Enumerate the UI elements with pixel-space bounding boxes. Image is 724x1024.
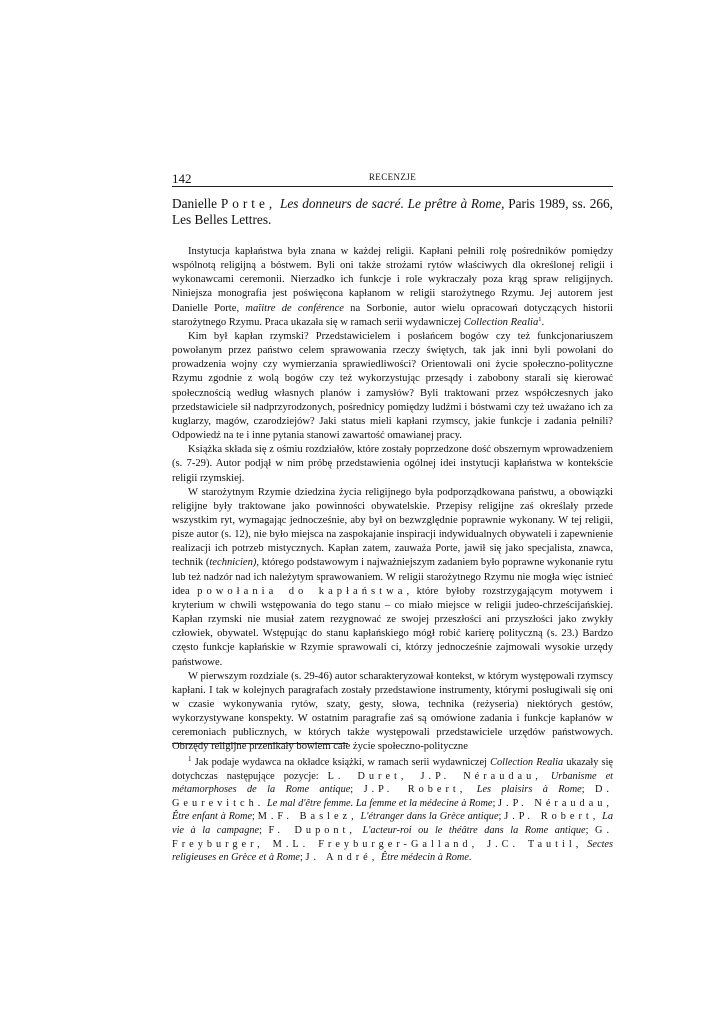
footnote-work: Sectes religieuses en Grèce et à Rome bbox=[172, 838, 614, 864]
footnote-separator: ; bbox=[492, 797, 498, 809]
paragraph-text: Instytucja kapłaństwa była znana w każdej religii. Kapłani pełnili rolę pośredników pomiędzy wspólnotą religijną a bóstwem. Byli oni także strożami rytów właściwych dla określonej religii i wykonawcami ceremonii. Nierzadko ich funkcje i role wykraczały poza krąg spraw religijnych. Niniejsza monografia jest poświęcona kapłanom w religii starożytnego Rzymu. Jej autorem jest Danielle Porte, bbox=[172, 246, 613, 314]
footnote-series: Collection Realia bbox=[490, 757, 564, 768]
footnote-separator: ; bbox=[581, 784, 595, 796]
footnote-separator: . bbox=[468, 852, 472, 864]
footnote-author: F. Dupont, bbox=[268, 824, 356, 836]
footnote-reference: 1 bbox=[538, 315, 542, 323]
footnote-work: L'étranger dans la Grèce antique bbox=[360, 811, 499, 823]
footnote-author: J. André, bbox=[305, 852, 379, 864]
author-role: maîitre de conférence bbox=[245, 302, 344, 314]
footnote-rule bbox=[172, 743, 348, 744]
paragraph-text: W starożytnym Rzymie dziedzina życia religijnego była podporządkowana państwu, a obowiązki religijne były traktowane jako powinności obywatelskie. Przepisy religijne zaś określały przede wszystkim ryt, wymagając jednocześnie, aby był on bezwzględnie poprawnie wykonany. W tej religii, pisze autor (s. 12), nie było miejsca na zaspokajanie inspiracji indywidualnych obywateli i zapewnienie realizacji ich potrzeb mistycznych. Kapłan zatem, zauważa Porte, jawił się jako specjalista, znawca, technik ( bbox=[172, 486, 613, 569]
header-rule bbox=[172, 186, 613, 187]
footnote-work: Être médecin à Rome bbox=[380, 852, 469, 864]
footnote-separator: ; bbox=[300, 852, 306, 864]
footnote-author: L. Duret, J.P. Néraudau, bbox=[327, 770, 542, 782]
footnote-author: M.F. Baslez, bbox=[257, 811, 358, 823]
footnote-work: La vie à la campagne bbox=[172, 811, 613, 836]
footnote-work: Urbanisme et métamorphoses de la Rome antique bbox=[172, 770, 613, 796]
review-body bbox=[172, 245, 613, 755]
footnote-mark: 1 bbox=[188, 755, 192, 763]
paragraph-5: W pierwszym rozdziale (s. 29-46) autor scharakteryzował kontekst, w którym występowali rzymscy kapłani. I tak w kolejnych paragrafach zostały przedstawione instrumenty, którymi posługiwali się oni w czasie wykonywania rytów, szaty, gesty, słowa, technika (reżyseria) niektórych gestów, wykorzystywane konspekty. W ostatnim paragrafie zaś są omówione zadania i funkcje kapłanów w ceremoniach publicznych, w których także występowali przedstawiciele urzędów państwowych. Obrzędy religijne przenikały bowiem całe życie społeczno-polityczne bbox=[172, 670, 613, 753]
footnote-author: D. Geurevitch. bbox=[172, 784, 613, 809]
footnote-work: Le mal d'être femme. La femme et la médecine à Rome bbox=[267, 797, 493, 809]
footnote-author: J.P. Néraudau, bbox=[498, 797, 613, 809]
footnote-work: Être enfant à Rome bbox=[172, 811, 253, 823]
footnote-segment: Jak podaje wydawca na okładce książki, w ramach serii wydawniczej bbox=[191, 757, 491, 768]
author-first-name: Danielle bbox=[172, 196, 218, 211]
paragraph-text: , którego podstawowym i najważniejszym zadaniem było poprawne wykonanie rytu lub też nadzór nad ich należytym sprawowaniem. W religii starożytnego Rzymu nie mogła więc istnieć idea bbox=[172, 557, 613, 597]
footnote-separator: ; bbox=[585, 824, 596, 836]
footnote-author: G. Freyburger, M.L. Freyburger-Galland, J.C. Tautil, bbox=[172, 824, 614, 850]
paragraph-4 bbox=[172, 486, 613, 670]
footnote bbox=[172, 756, 613, 865]
footnote-text bbox=[172, 756, 613, 865]
review-citation bbox=[172, 196, 613, 228]
footnote-work: Les plaisirs à Rome bbox=[476, 784, 582, 796]
footnote-separator: ; bbox=[350, 784, 364, 796]
paragraph-2: Kim był kapłan rzymski? Przedstawicielem i posłańcem bogów czy też funkcjonariuszem powołanym przez państwo celem sprawowania rzeczy świętych, tak jak inni byli powołani do prowadzenia wojny czy wymierzania sprawiedliwości? Orientowali oni życie społeczno-polityczne Rzymu zgodnie z wolą bogów czy też wykorzystując przesądy i zabobony starali się kierować społecznością według własnych planów i zamysłów? Byli traktowani przez współczesnych jako przedstawiciele sił nadprzyrodzonych, pośrednicy pomiędzy ludźmi i bóstwami czy też uważano ich za kuglarzy, magów, czarodziejów? Jaki status mieli kapłani rzymscy, jakie funkcje i zadania pełnili? Odpowiedź na te i inne pytania stanowi zawartość omawianej pracy. bbox=[172, 330, 613, 442]
footnote-separator: ; bbox=[252, 811, 258, 823]
paragraph-1 bbox=[172, 245, 613, 330]
paragraph-text: na Sorbonie, autor wielu opracowań dotyczących historii starożytnego Rzymu. Praca ukazała się w ramach serii wydawniczej bbox=[172, 302, 614, 328]
footnote-author: J.P. Robert, bbox=[363, 784, 467, 796]
series-name: Collection Realia bbox=[463, 316, 539, 328]
paragraph-3: Książka składa się z ośmiu rozdziałów, które zostały poprzedzone dość obszernym wprowadzeniem (s. 7-29). Autor podjął w nim próbę przedstawienia ogólnej idei instytucji kapłaństwa w kontekście religii rzymskiej. bbox=[172, 444, 613, 484]
page-number: 142 bbox=[172, 171, 192, 186]
term-powolania: powołania do kapłaństwa bbox=[197, 585, 407, 597]
footnote-separator: ; bbox=[259, 824, 269, 836]
term-technicien: technicien) bbox=[209, 557, 257, 569]
footnote-work: L'acteur-roi ou le théâtre dans la Rome antique bbox=[362, 824, 586, 836]
footnote-author: J.P. Robert, bbox=[504, 811, 600, 823]
footnote-separator: ; bbox=[498, 811, 505, 823]
publication-details: , Paris 1989, ss. 266, Les Belles Lettres. bbox=[172, 196, 613, 227]
running-head: RECENZJE bbox=[368, 172, 417, 182]
author-last-name: Porte, bbox=[220, 196, 277, 211]
book-title: Les donneurs de sacré. Le prêtre à Rome bbox=[279, 196, 502, 211]
paragraph-text: , które byłoby rozstrzygającym motywem i kryterium w chwili wstępowania do tego stanu – co miało miejsce w religii judeo-chrześcijańskiej. Kapłan rzymski nie musiał zatem rezygnować ze swojej przeszłości ani przyszłości jako zwykły człowiek, obywatel. Wstępując do stanu kapłańskiego mógł robić karierę polityczną (s. 23.) Bardzo często funkcje kapłańskie w Rzymie sprawowali ci, którzy jednocześnie zajmowali wysokie urzędy państwowe. bbox=[172, 585, 613, 668]
footnote-segment: ukazały się dotychczas następujące pozycje: bbox=[172, 757, 613, 782]
page-header bbox=[172, 171, 613, 187]
paragraph-text: . bbox=[541, 316, 545, 328]
